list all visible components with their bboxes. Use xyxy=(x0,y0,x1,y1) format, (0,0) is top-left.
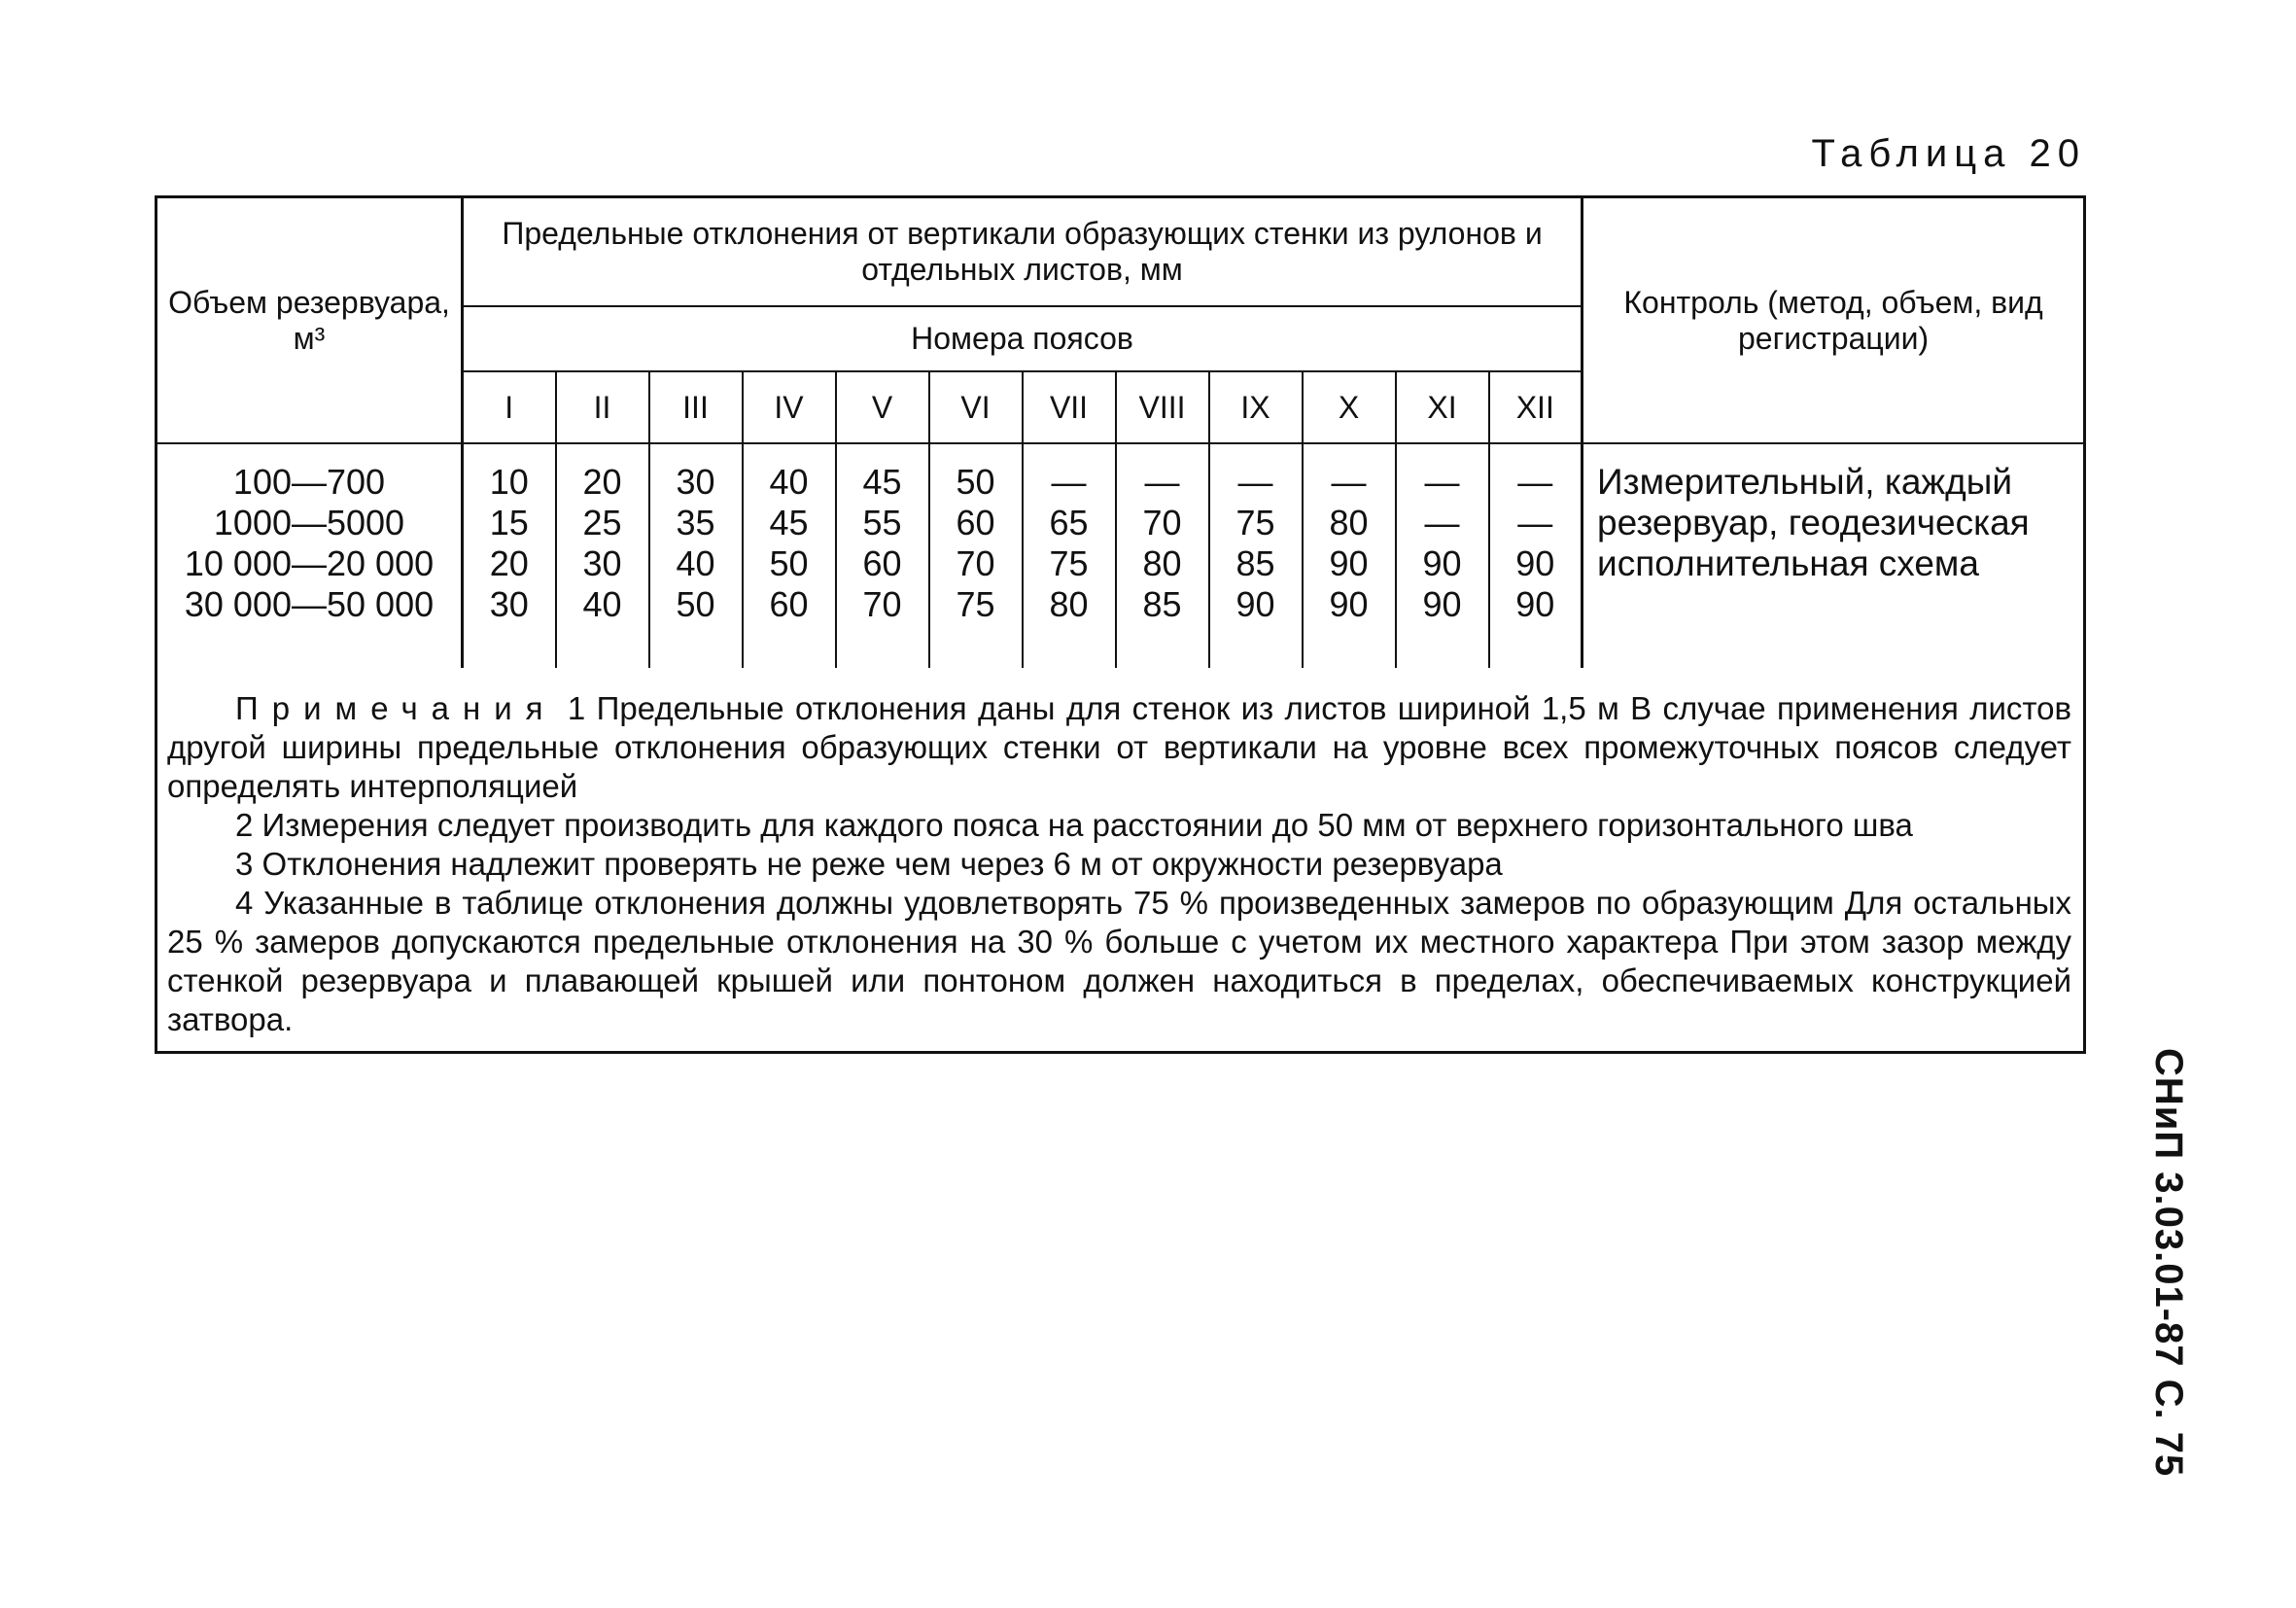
deviation-value: — xyxy=(1517,503,1553,542)
note-item: Примечания 1 Предельные отклонения даны для стенок из листов шириной 1,5 м В случае применения листов другой ширины предельные отклонения образующих стенки от вертикали на уровне всех промежуточных поясов следует определять интерполяцией xyxy=(167,690,2072,804)
deviation-value: 65 xyxy=(1049,503,1089,542)
belt-column xyxy=(929,443,1023,668)
deviation-value: 15 xyxy=(489,503,529,542)
belt-column xyxy=(1303,443,1396,668)
header-deviations: Предельные отклонения от вертикали образующих стенки из рулонов и отдельных листов, мм xyxy=(463,197,1583,307)
deviation-value: — xyxy=(1424,503,1460,542)
belt-number-header: VI xyxy=(929,371,1023,443)
deviation-value: 60 xyxy=(956,503,995,542)
deviation-value: 35 xyxy=(676,503,715,542)
deviation-value: 20 xyxy=(489,543,529,583)
header-volume: Объем резервуара, м³ xyxy=(157,197,463,444)
belt-number-header: VII xyxy=(1023,371,1116,443)
table-row xyxy=(157,443,2085,668)
deviation-table xyxy=(155,195,2086,1054)
belt-number-header: VIII xyxy=(1116,371,1209,443)
notes-label: Примечания xyxy=(235,690,557,726)
belt-column xyxy=(649,443,743,668)
deviation-value: 25 xyxy=(582,503,622,542)
deviation-value: 75 xyxy=(1049,543,1089,583)
volume-value: 30 000—50 000 xyxy=(184,584,435,624)
deviation-value: 90 xyxy=(1515,584,1555,624)
deviation-value: 30 xyxy=(582,543,622,583)
deviation-value: 75 xyxy=(956,584,995,624)
volume-value: 100—700 xyxy=(232,462,386,502)
belt-number-header: XII xyxy=(1489,371,1583,443)
belt-number-header: III xyxy=(649,371,743,443)
belt-number-header: IX xyxy=(1209,371,1303,443)
belt-number-header: I xyxy=(463,371,556,443)
deviation-value: 90 xyxy=(1422,584,1462,624)
deviation-value: 75 xyxy=(1235,503,1275,542)
belt-column xyxy=(463,443,556,668)
deviation-value: 70 xyxy=(956,543,995,583)
deviation-value: 60 xyxy=(769,584,809,624)
deviation-value: 90 xyxy=(1329,584,1369,624)
deviation-value: — xyxy=(1517,462,1553,502)
belt-number-header: IV xyxy=(743,371,836,443)
deviation-value: 80 xyxy=(1142,543,1182,583)
belt-number-header: V xyxy=(836,371,929,443)
deviation-value: 10 xyxy=(489,462,529,502)
belt-column xyxy=(836,443,929,668)
belt-column xyxy=(1396,443,1489,668)
deviation-value: 50 xyxy=(676,584,715,624)
deviation-value: — xyxy=(1051,462,1087,502)
deviation-value: 40 xyxy=(582,584,622,624)
deviation-value: 50 xyxy=(956,462,995,502)
deviation-value: 90 xyxy=(1515,543,1555,583)
belt-column xyxy=(1023,443,1116,668)
deviation-value: 85 xyxy=(1142,584,1182,624)
belt-column xyxy=(1489,443,1583,668)
deviation-value: — xyxy=(1331,462,1367,502)
belt-number-header: XI xyxy=(1396,371,1489,443)
belt-number-header: X xyxy=(1303,371,1396,443)
note-item: 4 Указанные в таблице отклонения должны удовлетворять 75 % произведенных замеров по образующим Для остальных 25 % замеров допускаются предельные отклонения на 30 % больше с учетом их местного характера При этом зазор между стенкой резервуара и плавающей крышей или понтоном должен находиться в пределах, обеспечиваемых конструкцией затвора. xyxy=(167,885,2072,1037)
deviation-value: 80 xyxy=(1329,503,1369,542)
deviation-value: 80 xyxy=(1049,584,1089,624)
belt-number-header: II xyxy=(556,371,649,443)
deviation-value: 40 xyxy=(769,462,809,502)
header-belt-numbers: Номера поясов xyxy=(463,306,1583,371)
control-method-cell: Измерительный, каждый резервуар, геодезическая исполнительная схема xyxy=(1583,443,2085,668)
deviation-value: 30 xyxy=(676,462,715,502)
volume-value: 1000—5000 xyxy=(213,503,405,542)
volume-value: 10 000—20 000 xyxy=(184,543,435,583)
belt-column xyxy=(556,443,649,668)
deviation-value: 50 xyxy=(769,543,809,583)
deviation-value: — xyxy=(1237,462,1273,502)
deviation-value: 40 xyxy=(676,543,715,583)
deviation-value: — xyxy=(1144,462,1180,502)
volume-cell xyxy=(157,443,463,668)
header-control: Контроль (метод, объем, вид регистрации) xyxy=(1583,197,2085,444)
deviation-value: 45 xyxy=(769,503,809,542)
deviation-value: 85 xyxy=(1235,543,1275,583)
belt-column xyxy=(743,443,836,668)
deviation-value: 60 xyxy=(862,543,902,583)
belt-column xyxy=(1209,443,1303,668)
table-caption: Таблица 20 xyxy=(1811,132,2086,175)
notes-block xyxy=(157,668,2085,1053)
page-running-header: СНиП 3.03.01-87 С. 75 xyxy=(2147,1048,2190,1478)
deviation-value: 20 xyxy=(582,462,622,502)
deviation-value: 45 xyxy=(862,462,902,502)
deviation-value: 55 xyxy=(862,503,902,542)
deviation-value: 90 xyxy=(1422,543,1462,583)
belt-column xyxy=(1116,443,1209,668)
deviation-value: 90 xyxy=(1235,584,1275,624)
deviation-value: 70 xyxy=(862,584,902,624)
deviation-value: 30 xyxy=(489,584,529,624)
note-item: 2 Измерения следует производить для каждого пояса на расстоянии до 50 мм от верхнего горизонтального шва xyxy=(235,807,1913,843)
deviation-value: 70 xyxy=(1142,503,1182,542)
deviation-value: 90 xyxy=(1329,543,1369,583)
deviation-value: — xyxy=(1424,462,1460,502)
note-item: 3 Отклонения надлежит проверять не реже чем через 6 м от окружности резервуара xyxy=(235,846,1503,882)
